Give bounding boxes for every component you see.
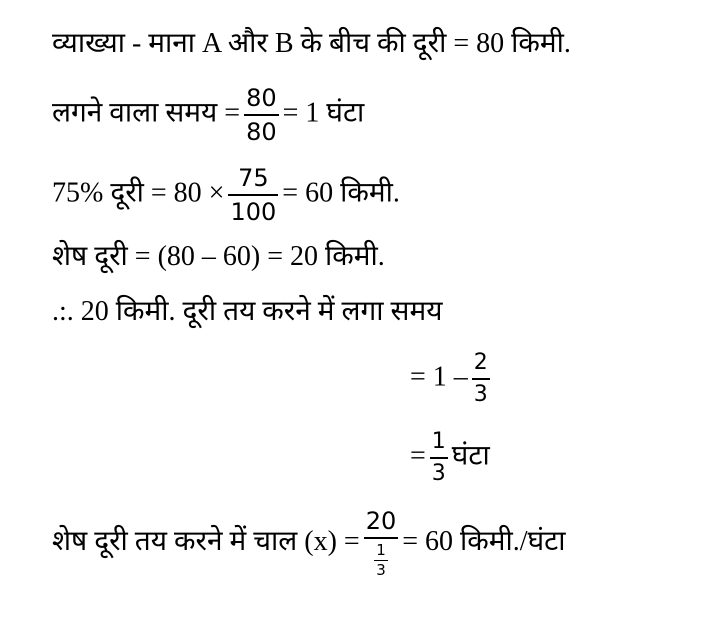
line-one-minus-two-thirds — [410, 352, 494, 406]
speed-numerator: 20 — [364, 509, 399, 539]
time-numerator: 80 — [244, 86, 279, 116]
time-result: = 1 घंटा — [282, 97, 365, 129]
line-speed — [52, 509, 566, 578]
percent-fraction — [228, 166, 278, 224]
percent-result: = 60 किमी. — [282, 177, 400, 209]
two-thirds-fraction — [472, 352, 490, 406]
inner-numerator: 1 — [376, 541, 386, 559]
inner-denominator: 3 — [376, 561, 386, 579]
line-remaining-distance: शेष दूरी = (80 – 60) = 20 किमी. — [52, 241, 385, 272]
line-75-percent — [52, 166, 400, 224]
line-time-for-20km: .:. 20 किमी. दूरी तय करने में लगा समय — [52, 296, 443, 327]
percent-denominator: 100 — [230, 198, 277, 226]
line-time — [52, 86, 364, 144]
line-distance: व्याख्या - माना A और B के बीच की दूरी = 80 किमी. — [52, 28, 571, 59]
hour-unit: घंटा — [451, 440, 490, 472]
time-label: लगने वाला समय = — [52, 97, 241, 129]
line-one-third-hour — [410, 431, 490, 485]
speed-label: शेष दूरी तय करने में चाल (x) = — [52, 525, 360, 557]
speed-denominator — [364, 539, 399, 578]
equals-sign: = — [410, 440, 426, 472]
one-third-fraction — [430, 431, 448, 485]
time-denominator: 80 — [246, 118, 277, 146]
time-fraction — [244, 86, 279, 144]
speed-fraction — [364, 509, 399, 578]
percent-label: 75% दूरी = 80 × — [52, 177, 225, 209]
inner-fraction — [374, 543, 388, 578]
one-third-numerator: 1 — [430, 431, 448, 459]
one-third-denominator: 3 — [431, 461, 446, 486]
percent-numerator: 75 — [228, 166, 278, 196]
two-thirds-numerator: 2 — [472, 352, 490, 380]
two-thirds-denominator: 3 — [473, 382, 488, 407]
speed-result: = 60 किमी./घंटा — [402, 525, 566, 557]
subtract-expression: = 1 – — [410, 361, 468, 393]
